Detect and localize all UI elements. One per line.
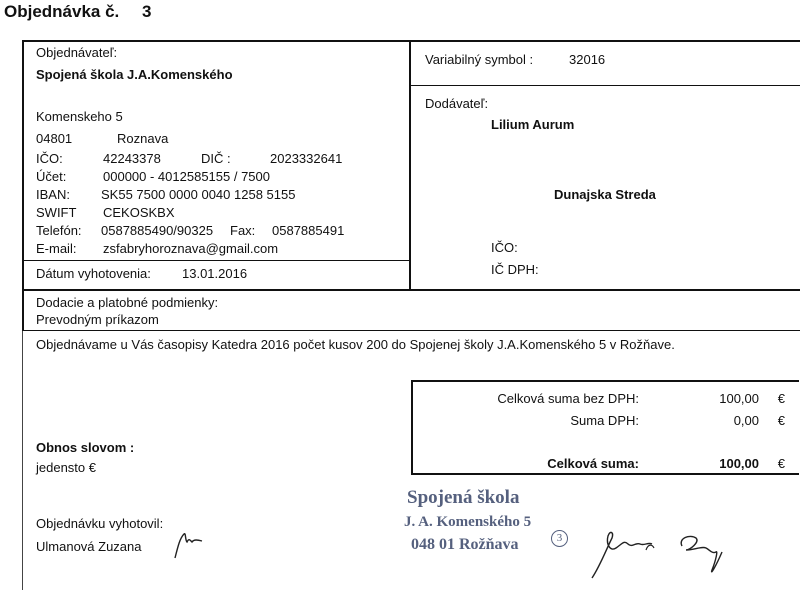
variable-symbol-value: 32016 (569, 52, 606, 67)
buyer-name: Spojená škola J.A.Komenského (36, 67, 233, 82)
buyer-street: Komenskeho 5 (36, 109, 123, 124)
buyer-ico: 42243378 (103, 151, 161, 166)
stamp-mark: 3 (551, 530, 568, 547)
supplier-city: Dunajska Streda (554, 187, 656, 202)
buyer-dic-label: DIČ : (201, 151, 231, 166)
totals-box (411, 380, 799, 475)
total-label: Celková suma: (547, 456, 639, 471)
date-label: Dátum vyhotovenia: (36, 266, 151, 281)
buyer-swift: CEKOSKBX (103, 205, 175, 220)
currency-2: € (777, 413, 785, 428)
director-signature (586, 520, 746, 582)
buyer-city: Roznava (117, 131, 169, 146)
vs-separator (409, 85, 800, 86)
stamp-line-3: 048 01 Rožňava (411, 536, 519, 553)
currency-3: € (777, 456, 785, 471)
buyer-iban: SK55 7500 0000 0040 1258 5155 (101, 187, 296, 202)
supplier-label: Dodávateľ: (425, 96, 489, 111)
buyer-phone: 0587885490/90325 (101, 223, 214, 238)
buyer-account-label: Účet: (36, 169, 67, 184)
issued-by-label: Objednávku vyhotovil: (36, 516, 164, 531)
issued-by-name: Ulmanová Zuzana (36, 539, 142, 554)
buyer-zip: 04801 (36, 131, 73, 146)
date-separator-top (22, 260, 410, 261)
currency-1: € (777, 391, 785, 406)
vat-value: 0,00 (733, 413, 759, 428)
supplier-icdph-label: IČ DPH: (491, 262, 539, 277)
supplier-name: Lilium Aurum (491, 117, 575, 132)
buyer-dic: 2023332641 (270, 151, 343, 166)
buyer-label: Objednávateľ: (36, 45, 118, 60)
frame-left-upper (22, 40, 24, 330)
words-label: Obnos slovom : (36, 440, 135, 455)
buyer-fax: 0587885491 (272, 223, 345, 238)
issuer-signature (172, 528, 206, 562)
header-bottom-line (22, 289, 800, 291)
buyer-phone-label: Telefón: (36, 223, 82, 238)
terms-label: Dodacie a platobné podmienky: (36, 295, 219, 310)
buyer-swift-label: SWIFT (36, 205, 77, 220)
buyer-fax-label: Fax: (230, 223, 256, 238)
document-title (4, 2, 151, 22)
variable-symbol-label: Variabilný symbol : (425, 52, 534, 67)
terms-separator (22, 330, 800, 331)
frame-left-lower (22, 330, 23, 590)
total-value: 100,00 (719, 456, 759, 471)
terms-value: Prevodným príkazom (36, 312, 159, 327)
date-value: 13.01.2016 (182, 266, 248, 281)
stamp-line-1: Spojená škola (407, 487, 520, 508)
frame-top (22, 40, 800, 42)
title-label: Objednávka č. (4, 2, 120, 21)
buyer-email-label: E-mail: (36, 241, 77, 256)
buyer-iban-label: IBAN: (36, 187, 70, 202)
stamp-line-2: J. A. Komenského 5 (404, 514, 532, 530)
buyer-ico-label: IČO: (36, 151, 63, 166)
total-without-vat-label: Celková suma bez DPH: (497, 391, 639, 406)
supplier-ico-label: IČO: (491, 240, 518, 255)
words-value: jedensto € (36, 460, 96, 475)
order-number: 3 (142, 2, 152, 21)
buyer-email: zsfabryhoroznava@gmail.com (103, 241, 279, 256)
total-without-vat-value: 100,00 (719, 391, 759, 406)
buyer-account: 000000 - 4012585155 / 7500 (103, 169, 270, 184)
vat-label: Suma DPH: (570, 413, 639, 428)
frame-middle-vertical (409, 40, 411, 290)
order-text: Objednávame u Vás časopisy Katedra 2016 počet kusov 200 do Spojenej školy J.A.Komenského 5 v Rožňave. (36, 337, 675, 352)
